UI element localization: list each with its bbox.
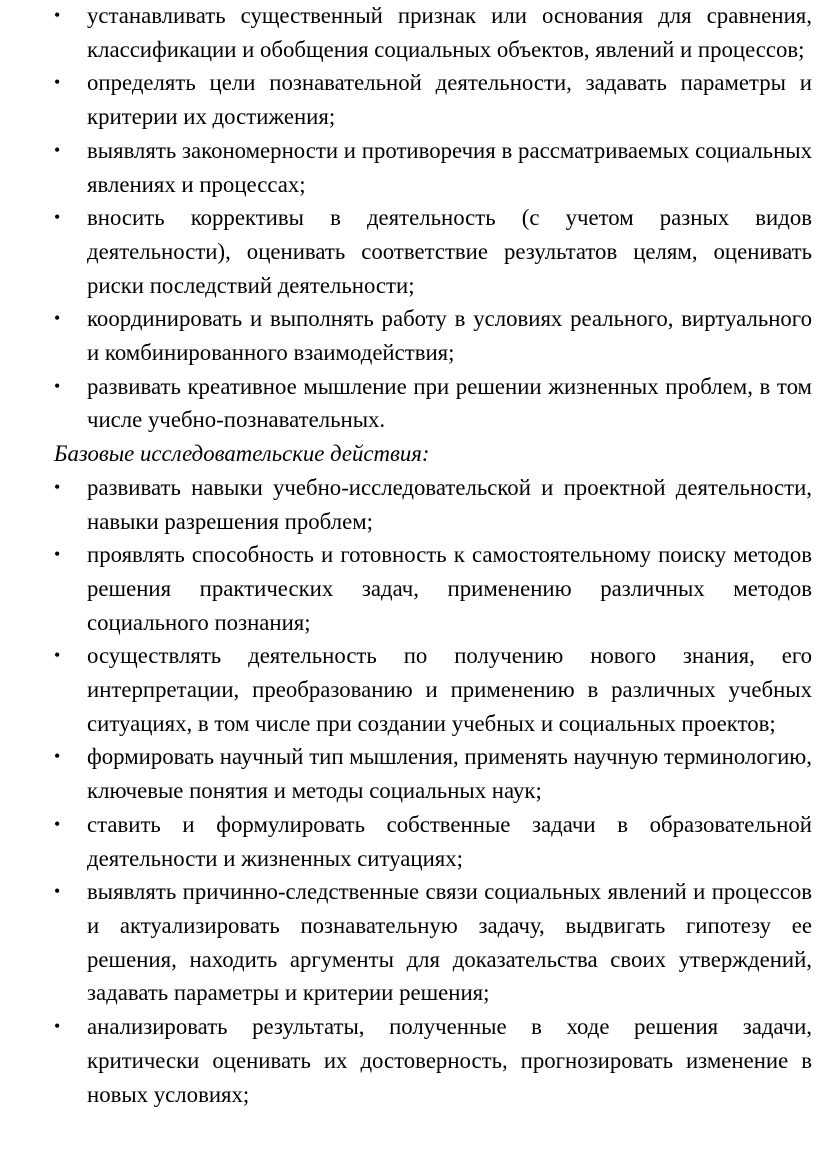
list-item-text: формировать научный тип мышления, применять научную терминологию, ключевые понятия и методы социальных наук;: [87, 744, 812, 804]
list-item: [54, 875, 812, 1010]
section-heading: Базовые исследовательские действия:: [54, 441, 430, 467]
list-item: [54, 639, 812, 740]
list-item: [54, 201, 812, 302]
bullet-icon: •: [54, 1016, 61, 1037]
list-item-text: развивать креативное мышление при решении жизненных проблем, в том числе учебно-познавательных.: [87, 373, 812, 433]
bullet-icon: •: [54, 207, 61, 228]
bullet-icon: •: [54, 139, 61, 160]
bullet-icon: •: [54, 5, 61, 25]
list-item-text: осуществлять деятельность по получению нового знания, его интерпретации, преобразованию и применению в различных учебных ситуациях, в том числе при создании учебных и социальных проектов;: [87, 643, 812, 736]
bullet-icon: •: [54, 476, 61, 497]
list-item: [54, 1010, 812, 1111]
list-item: [54, 740, 812, 807]
skills-list-top: [54, 0, 812, 437]
list-item-text: определять цели познавательной деятельности, задавать параметры и критерии их достижения;: [87, 70, 812, 130]
bullet-icon: •: [54, 746, 61, 767]
bullet-icon: •: [54, 308, 61, 329]
list-item: [54, 808, 812, 875]
list-item-text: анализировать результаты, полученные в ходе решения задачи, критически оценивать их достоверность, прогнозировать изменение в новых условиях;: [87, 1014, 812, 1107]
list-item: [54, 66, 812, 133]
bullet-icon: •: [54, 645, 61, 666]
list-item: [54, 471, 812, 538]
bullet-icon: •: [54, 72, 61, 93]
bullet-icon: •: [54, 544, 61, 565]
list-item-text: выявлять закономерности и противоречия в рассматриваемых социальных явлениях и процессах;: [87, 137, 812, 197]
list-item: [54, 0, 812, 66]
list-item-text: проявлять способность и готовность к самостоятельному поиску методов решения практических задач, применению различных методов социального познания;: [87, 542, 812, 635]
list-item-text: координировать и выполнять работу в условиях реального, виртуального и комбинированного взаимодействия;: [87, 306, 812, 366]
list-item: [54, 302, 812, 369]
list-item-text: развивать навыки учебно-исследовательской и проектной деятельности, навыки разрешения проблем;: [87, 474, 812, 534]
bullet-icon: •: [54, 813, 61, 834]
skills-list-bottom: [54, 471, 812, 1111]
list-item-text: устанавливать существенный признак или основания для сравнения, классификации и обобщения социальных объектов, явлений и процессов;: [87, 3, 812, 62]
list-item-text: вносить коррективы в деятельность (с учетом разных видов деятельности), оценивать соответствие результатов целям, оценивать риски последствий деятельности;: [87, 205, 812, 298]
bullet-icon: •: [54, 881, 61, 902]
bullet-icon: •: [54, 375, 61, 396]
list-item-text: выявлять причинно-следственные связи социальных явлений и процессов и актуализировать познавательную задачу, выдвигать гипотезу ее решения, находить аргументы для доказательства своих утверждений, задавать параметры и критерии решения;: [87, 879, 812, 1006]
list-item-text: ставить и формулировать собственные задачи в образовательной деятельности и жизненных ситуациях;: [87, 811, 812, 871]
list-item: [54, 134, 812, 201]
list-item: [54, 370, 812, 437]
list-item: [54, 538, 812, 639]
